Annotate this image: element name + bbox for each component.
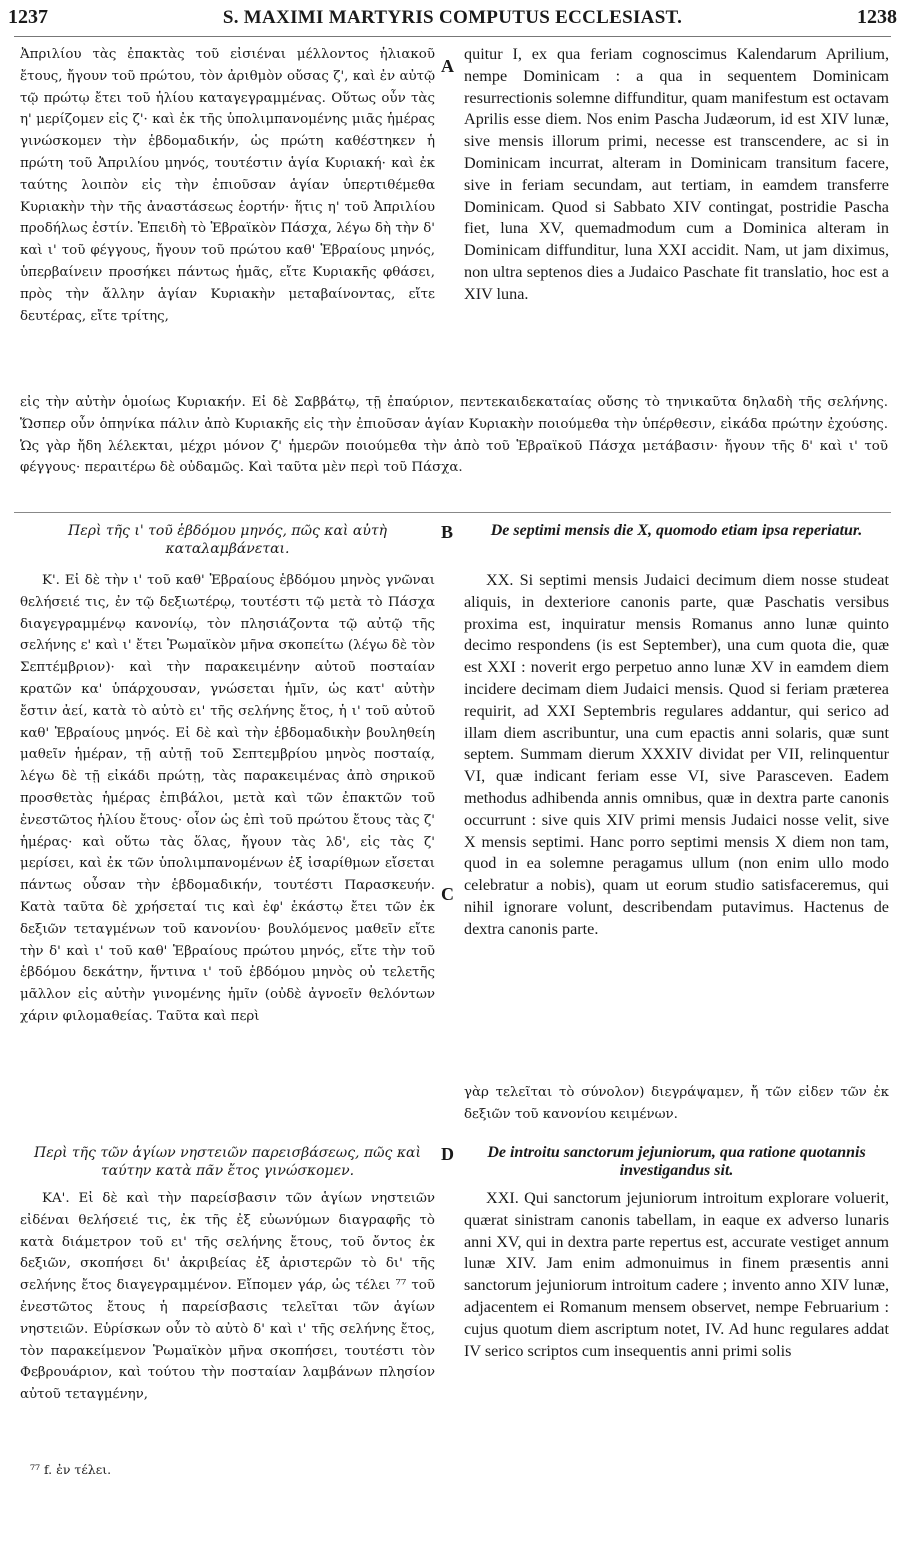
latin-heading-section2: De septimi mensis die X, quomodo etiam ipsa reperiatur. [490, 522, 863, 539]
margin-label-d: D [441, 1144, 454, 1164]
latin-paragraph: quitur I, ex qua feriam cognoscimus Kalendarum Aprilium, nempe Dominicam : a qua in sequentem Dominicam resurrectionis solemne diffunditur, quam manifestum est octavam Aprilis esse diem. Nos enim Pascha Judæorum, id est XIV lunæ, sive mensis illorum primi, necesse est transcendere, ac si in Dominicam incurrat, alteram in Dominicam transitum facere, sive in feriam secundam, aut tertiam, in eamdem transferre Dominicam. Quod si Sabbato XIV contingat, postridie Pascha fiet, luna XV, quemadmodum cum a Dominica alteram in Dominicam diffunditur, luna XXI accidit. Nam, ut jam diximus, non ultra septenos dies a Judaico Paschate fit translatio, hoc est a XIV luna. [464, 45, 889, 303]
left-page-number: 1237 [8, 6, 48, 28]
greek-heading-section3: Περὶ τῆς τῶν ἁγίων νηστειῶν παρεισβάσεως, πῶς καὶ ταύτην κατὰ πᾶν ἔτος γινώσκομεν. [34, 1145, 421, 1179]
latin-heading-section3: De introitu sanctorum jejuniorum, qua ratione quotannis investigandus sit. [487, 1144, 866, 1179]
right-page-number: 1238 [857, 6, 897, 28]
greek-continuation-section2 [464, 1082, 889, 1128]
greek-paragraph: Ἀπριλίου τὰς ἐπακτὰς τοῦ εἰσιέναι μέλλοντος ἡλιακοῦ ἔτους, ἤγουν τοῦ πρώτου, τὸν ἀριθμὸν οὔσας ζ', καὶ ἐν αὐτῷ τῷ πρώτῳ ἔτει τοῦ ἡλίου καταγεγραμμένας. Οὕτως οὖν τὰς η' μερίζομεν εἰς ζ'· καὶ ἐκ τῆς ὑπολιμπανομένης μιᾶς ἡμέρας γινώσκομεν τὴν ἑβδομαδικήν, ὡς πρώτη καθέστηκεν ἡ πρώτη τοῦ Ἀπριλίου μηνός, τουτέστιν ἁγία Κυριακή· καὶ ἐκ ταύτης λοιπὸν εἰς τὴν ἐπιοῦσαν ἁγίαν ὑπερτιθέμεθα Κυριακὴν τὴν τῆς ἀναστάσεως ἑορτήν· ἥτις η' τοῦ Ἀπριλίου προδήλως ἐστίν. Ἐπειδὴ τὸ Ἑβραϊκὸν Πάσχα, λέγω δὴ τὴν δ' καὶ ι' τοῦ φέγγους, ἤγουν τοῦ πρώτου καθ' Ἑβραίους μηνός, ὑπερβαίνειν προσήκει πάντως ἡμᾶς, εἴτε Κυριακῆς φθάσει, πρὸς τὴν ἄλλην ἁγίαν Κυριακὴν μεταβαίνοντας, εἴτε δευτέρας, εἴτε τρίτης, [20, 47, 435, 324]
margin-label-b: B [441, 522, 454, 542]
section-divider [14, 512, 891, 513]
latin-paragraph: XXI. Qui sanctorum jejuniorum introitum explorare voluerit, quærat sinistram canonis tabellam, in eaque ex adverso lunaris anni XV, qui in dextra parte repertus est, accurate vestiget annum lunæ XIV. Jam enim admonuimus in finem præsentis anni sanctorum jejuniorum introitum cadere ; invento anno XIV lunæ, adjacentem ei Romanum mensem observet, nempe Februarium : cujus quotum diem ascriptum notet, IV. Ad hunc regulares addat IV serico scriptos cum insequentis anni primi solis [464, 1189, 889, 1360]
greek-paragraph: Κ'. Εἰ δὲ τὴν ι' τοῦ καθ' Ἑβραίους ἑβδόμου μηνὸς γνῶναι θελήσειέ τις, ἐν τῷ δεξιωτέρῳ, τουτέστι τῷ μετὰ τὸ Πάσχα διαγεγραμμένῳ κανονίῳ, τὸν πλησιάζοντα τῷ αὐτῷ τῆς σελήνης ε' καὶ ι' ἔτει Ῥωμαϊκὸν μῆνα σκοπείτω (λέγω δὲ τὸν Σεπτέμβριον)· καὶ τὴν παρακειμένην αὐτοῦ ποσταίαν κρατῶν κα' ὑπάρχουσαν, γνώσεται ἡμῖν, ὡς κατ' αὐτὴν ἔστιν ἀεί, κατὰ τὸ αὐτὸ ει' τῆς σελήνης ἔτος, ἡ ι' τοῦ αὐτοῦ καθ' Ἑβραίους μηνός. Εἰ δὲ καὶ τὴν ἑβδομαδικὴν βουληθείη μαθεῖν ἡμέραν, τῇ αὐτῇ τοῦ Σεπτεμβρίου μηνὸς ποσταίᾳ, λέγω δὲ τῇ εἰκάδι πρώτῃ, τὰς παρακειμένας ἀπὸ σηρικοῦ προσθετὰς ἡμέρας ἐπιβάλοι, μετὰ καὶ τῶν ἐπακτῶν τοῦ ἐνεστῶτος ἡλίου ἔτους· οἷον ὡς ἐπὶ τοῦ πρώτου ἔτους τὰς ζ' ἡμέρας· καὶ οὕτω τὰς ὅλας, ἤγουν τὰς λδ', εἰς τὰς ζ' μερίσει, καὶ ἐκ τῶν ὑπολιμπανομένων ἐξ ἰσαρίθμων εἴσεται πάντως οὖσαν τὴν ἑβδομαδικήν, τουτέστι Παρασκευήν. Κατὰ ταῦτα δὲ χρήσεταί τις καὶ ἐφ' ἑκάστῳ ἔτει τῶν ἐκ δεξιῶν τεταγμένων τοῦ κανονίου· βουλόμενος μαθεῖν εἴτε τὴν δ' καὶ ι' τοῦ καθ' Ἑβραίους πρώτου μηνός, εἴτε τὴν τοῦ ἑβδόμου δεκάτην, ἥντινα ι' τοῦ ἑβδόμου μηνὸς οὐ τελετῆς μᾶλλον εἰς αὐτὴν γινομένης ἡμῖν (οὐδὲ ἀγνοεῖν θελόντων χάριν φιλομαθείας. Ταῦτα καὶ περὶ [20, 573, 435, 1024]
greek-column-section3 [20, 1188, 435, 1440]
greek-paragraph: εἰς τὴν αὐτὴν ὁμοίως Κυριακήν. Εἰ δὲ Σαββάτῳ, τῇ ἐπαύριον, πεντεκαιδεκαταίας οὔσης τὸ τηνικαῦτα δηλαδὴ τῆς σελήνης. Ὥσπερ οὖν ὁπηνίκα πάλιν ἀπὸ Κυριακῆς εἰς τὴν ἐπιοῦσαν ἁγίαν Κυριακὴν ποιούμεθα τὴν ὑπέρθεσιν, εἰκάδα πρώτην ἐχούσης. Ὡς γὰρ ἤδη λέλεκται, μέχρι μόνον ζ' ἡμερῶν ποιούμεθα τὴν ἀπὸ τοῦ Ἑβραϊκοῦ Πάσχα μετάβασιν· ἤγουν τῆς δ' καὶ ι' τοῦ φέγγους· περαιτέρω δὲ οὐδαμῶς. Καὶ ταῦτα μὲν περὶ τοῦ Πάσχα. [20, 395, 888, 476]
latin-paragraph: XX. Si septimi mensis Judaici decimum diem nosse studeat aliquis, in dexteriore canonis parte, quæ Paschatis versibus proxima est, inquiratur mensis Romanus anno lunæ quinto decimo respondens (is est September), una cum quota die, quæ est XXI : noverit ergo perpetuo anno lunæ XV in eamdem diem incidere decimam diem Judaici mensis. Quod si feriam præterea requirit, ad XXI Septembris regulares addantur, qui serico ad illam diem ascribuntur, una cum epactis anni solaris, quæ sunt septem. Summam dierum XXXIV dividat per VII, relinquentur VI, quæ indicant feriam esse VI, sive Parasceven. Eadem methodus adhibenda annis omnibus, quæ in dextra parte canonis occurrunt : sive quis XIV primi mensis Judaici nosse velit, sive X mensis septimi. Hanc porro septimi mensis X diem non tam, quod in ea solemne peragamus ullum (non enim ullo modo celebratur a nobis), quam ut eorum studio satisfaceremus, qui nihil ignorare volunt, describendam putavimus. Hactenus de dextra canonis parte. [464, 571, 889, 938]
greek-column-section1 [20, 44, 435, 392]
header-rule [14, 36, 891, 37]
margin-label-c: C [441, 884, 454, 904]
header-title: S. MAXIMI MARTYRIS COMPUTUS ECCLESIAST. [222, 7, 683, 28]
greek-heading-section2: Περὶ τῆς ι' τοῦ ἑβδόμου μηνός, πῶς καὶ αὐτὴ καταλαμβάνεται. [68, 523, 387, 557]
footnote: ⁷⁷ f. ἐν τέλει. [30, 1462, 112, 1477]
latin-column-section3 [464, 1188, 889, 1440]
greek-column-section2 [20, 570, 435, 1080]
latin-column-section1 [464, 44, 889, 392]
margin-label-a: A [441, 56, 454, 76]
latin-column-section2 [464, 570, 889, 1080]
greek-fullwidth-section1 [20, 392, 888, 502]
greek-paragraph: ΚΑ'. Εἰ δὲ καὶ τὴν παρείσβασιν τῶν ἁγίων νηστειῶν εἰδέναι θελήσειέ τις, ἐκ τῆς ἐξ εὐωνύμων διαγραφῆς τὸ κατὰ διάμετρον τοῦ ει' τῆς σελήνης ἔτους, τοῦ ὄντος ἐκ δεξιῶν, σκοπήσει δι' ἀκριβείας ἐξ ἀριστερῶν τὸ δι' τῆς σελήνης ἔτος διαγεγραμμένον. Εἴπομεν γάρ, ὡς τέλει ⁷⁷ τοῦ ἐνεστῶτος ἔτους ἡ παρείσβασις τελεῖται τῶν ἁγίων νηστειῶν. Εὑρίσκων οὖν τὸ αὐτὸ δ' καὶ ι' τῆς σελήνης ἔτος, τὸν παρακείμενον Ῥωμαϊκὸν μῆνα σκοπήσει, τουτέστι τὸν Φεβρουάριον, καὶ τούτου τὴν ποσταίαν λαμβάνων πλησίον αὐτοῦ τεταγμένην, [20, 1191, 435, 1403]
greek-paragraph: γὰρ τελεῖται τὸ σύνολον) διεγράψαμεν, ἤ τῶν εἰδεν τῶν ἐκ δεξιῶν τοῦ κανονίου κειμένων. [464, 1085, 889, 1122]
running-header [8, 6, 897, 32]
